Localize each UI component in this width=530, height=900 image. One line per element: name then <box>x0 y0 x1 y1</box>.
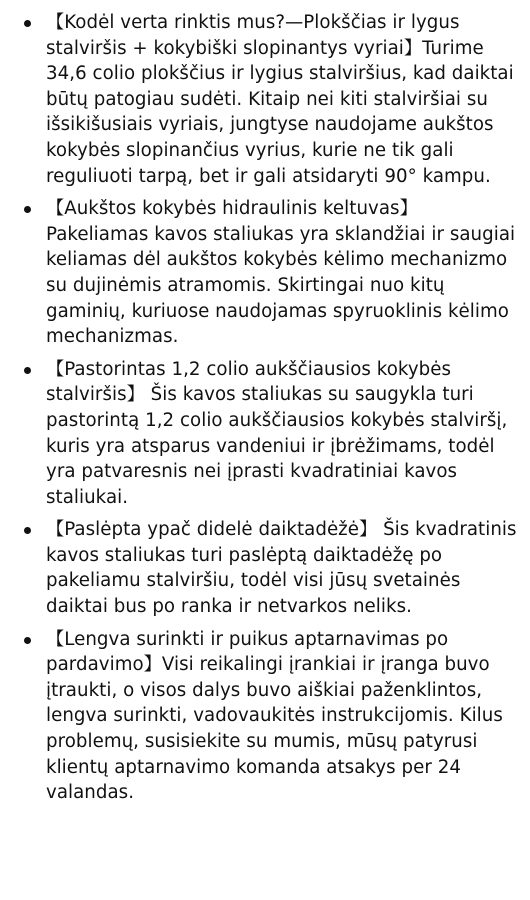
list-item <box>0 517 522 619</box>
bullet-text: 【Kodėl verta rinktis mus?—Plokščias ir lygus stalviršis + kokybiški slopinantys vyriai】Turime 34,6 colio plokščius ir lygius stalviršius, kad daiktai būtų patogiau sudėti. Kitaip nei kiti stalviršiai su išsikišusiais vyriais, jungtyse naudojame aukštos kokybės slopinančius vyrius, kurie ne tik gali reguliuoti tarpą, bet ir gali atsidaryti 90° kampu. <box>46 12 514 187</box>
list-item <box>0 10 522 189</box>
list-item <box>0 627 522 806</box>
bullet-icon <box>24 527 31 534</box>
bullet-icon <box>24 637 31 644</box>
bullet-icon <box>24 20 31 27</box>
bullet-icon <box>24 206 31 213</box>
bullet-text: 【Pastorintas 1,2 colio aukščiausios kokybės stalviršis】 Šis kavos staliukas su saugykla turi pastorintą 1,2 colio aukščiausios kokybės stalviršį, kuris yra atsparus vandeniui ir įbrėžimams, todėl yra patvaresnis nei įprasti kvadratiniai kavos staliukai. <box>46 358 508 508</box>
bullet-text: 【Aukštos kokybės hidraulinis keltuvas】 Pakeliamas kavos staliukas yra sklandžiai ir saugiai keliamas dėl aukštos kokybės kėlimo mechanizmo su dujinėmis atramomis. Skirtingai nuo kitų gaminių, kuriuose naudojamas spyruoklinis kėlimo mechanizmas. <box>46 198 516 348</box>
bullet-text: 【Paslėpta ypač didelė daiktadėžė】 Šis kvadratinis kavos staliukas turi paslėptą daiktadėžę po pakeliamu stalviršiu, todėl visi jūsų svetainės daiktai bus po ranka ir netvarkos neliks. <box>46 519 517 618</box>
bullet-icon <box>24 367 31 374</box>
list-item <box>0 196 522 350</box>
list-item <box>0 357 522 511</box>
feature-bullet-list <box>0 10 522 806</box>
bullet-text: 【Lengva surinkti ir puikus aptarnavimas po pardavimo】Visi reikalingi įrankiai ir įranga buvo įtraukti, o visos dalys buvo aiškiai paženklintos, lengva surinkti, vadovaukitės instrukcijomis. Kilus problemų, susisiekite su mumis, mūsų patyrusi klientų aptarnavimo komanda atsakys per 24 valandas. <box>46 628 503 804</box>
